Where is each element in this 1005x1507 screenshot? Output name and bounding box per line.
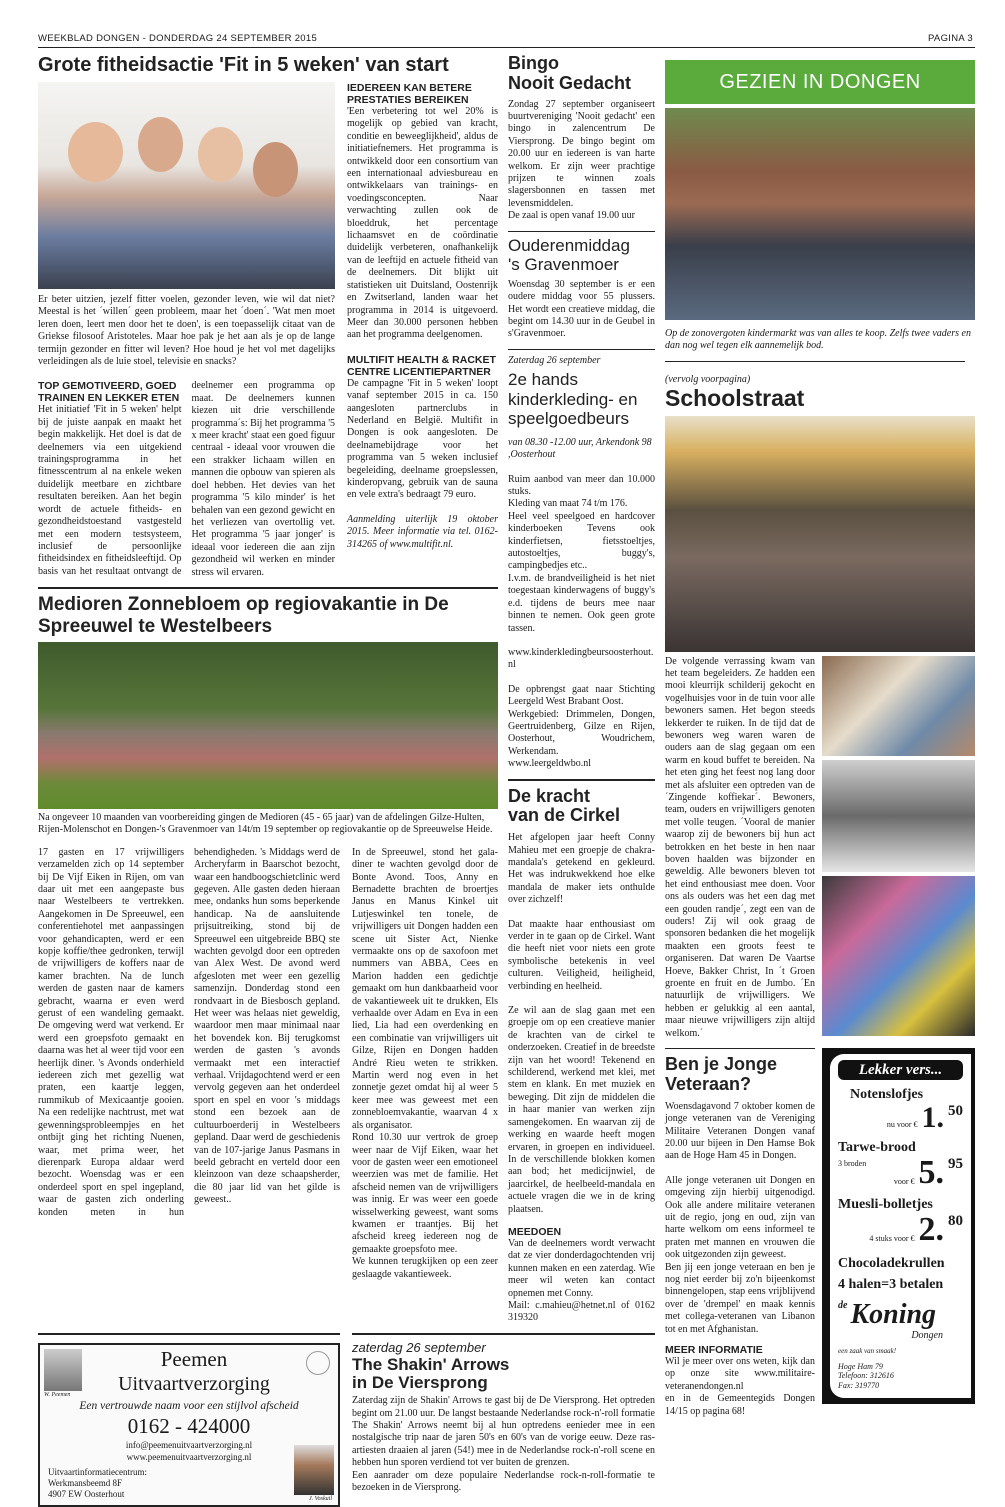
section-rule	[38, 1333, 340, 1335]
price-prefix: nu voor €	[886, 1119, 918, 1129]
medioren-body-2: In de Spreeuwel, stond het gala-diner te wachten gevolgd door de Bonte Avond. Toos, Anny en Bernadette brachten de broertjes Janus en Manus Kinkel uit Lutjeswinkel ten tonele, de vrijwilligers uit Dongen hadden een scene uit Sister Act, Nienke vermaakte ons op de saxofoon met nummers van ABBA, Cees en Marion hadden een gedichtje gemaakt om hun dankbaarheid voor de vakantieweek uit te drukken, Els verhaalde over Adam en Eva in een lied, Lia had een overdenking en een combinatie van vrijwilligers uit Gilze, Rijen en Dongen hadden André Rieu weten te strikken. Martin werd nog even in het zonnetje gezet omdat hij al weer 5 keer mee was geweest met een zonnebloemvakantie, waarvan 4 x als organisator.	[352, 846, 498, 1131]
peemen-subtitle: Uitvaartverzorging	[118, 1372, 270, 1395]
kindermarkt-caption: Op de zonovergoten kindermarkt was van alles te koop. Zelfs twee vaders en dan nog wel tegen elk aannemelijk bod.	[665, 328, 971, 352]
peemen-website[interactable]: www.peemenuitvaartverzorging.nl	[126, 1451, 252, 1462]
voskuil-portrait	[294, 1445, 334, 1495]
beurs-body-1: Ruim aanbod van meer dan 10.000 stuks.	[508, 473, 655, 498]
ad-heading: Lekker vers...	[838, 1060, 963, 1080]
veteraan-body-3: Ben jij een jonge veteraan en ben je nog niet eerder bij zo'n bijeenkomst binnengelopen, stap eens vrijblijvend over de 'drempel' en maak kennis met collega-veteranen van Libanon tot en met Afghanistan.	[665, 1261, 815, 1335]
beurs-body-4: I.v.m. de brandveiligheid is het niet toegestaan kinderwagens of buggy's e.d. tijdens de beurs mee naar binnen te nemen. Ook geen grote tassen.	[508, 572, 655, 634]
medioren-title: Medioren Zonnebloem op regiovakantie in De Spreeuwel te Westelbeers	[38, 593, 449, 637]
section-rule	[352, 1333, 655, 1335]
region-column-3	[508, 54, 655, 1325]
gezien-banner-text: GEZIEN IN DONGEN	[719, 71, 921, 93]
shakin-title: The Shakin' Arrows	[352, 1354, 510, 1374]
price-cents: 80	[948, 1212, 963, 1229]
fit-body-2: 'Een verbetering tot wel 20% is mogelijk op gebied van kracht, conditie en beweeglijkheid', aldus de initiatiefnemers. Het programma is ontwikkeld door een consortium van een internationaal adviesbureau en ontwikkelaars van trainings- en voedingsconcepten. Naar verwachting zullen ook de bloeddruk, het percentage lichaamsvet en de coördinatie duidelijk verbeteren, onafhankelijk van de leeftijd en actuele fitheid van de deelnemers. Dit blijkt uit statistieken uit Duitsland, Oostenrijk en Zwitserland, landen waar het programma in 2014 is uitgevoerd. Meer dan 30.000 personen hebben aan het programma deelgenomen.	[347, 106, 498, 341]
logo-town: Dongen	[911, 1329, 943, 1341]
left-content-area	[38, 54, 655, 1507]
fit-subhead-3: MULTIFIT HEALTH & RACKET CENTRE LICENTIEPARTNER	[347, 353, 496, 378]
cirkel-title: De kracht	[508, 785, 591, 806]
medioren-group-photo	[38, 642, 498, 809]
beurs-title: 2e hands kinderkleding- en speelgoedbeurs	[508, 370, 638, 429]
product-name: Muesli-bolletjes	[838, 1196, 933, 1212]
fit-intro: Er beter uitzien, jezelf fitter voelen, gezonder leven, wie wil dat niet? Meestal is het ´willen´ geen probleem, maar het ´doen´. 'Wat men moet leren doen, leert men door het te doen', is een toepasselijk citaat van de Griekse filosoof Aristoteles. Maar hoe pak je het aan als je op de lange termijn gezonder en fitter wil leven? Hoe houd je het vol met dagelijks verleidingen als de luie stoel, televisie en snacks?	[38, 294, 335, 368]
medioren-body: 17 gasten en 17 vrijwilligers verzamelden zich op 14 september bij De Vijf Eiken in Rijen, om van daar uit met een aangepaste bus naar Westelbeers te vertrekken. Aangekomen in De Spreeuwel, een conferentiehotel met aanpassingen voor gehandicapten, werd er een kopje koffie/thee gedronken, terwijl de vrijwilligers de koffers naar de kamer brachten. Na de lunch werden de gasten naar de kamers gebracht, waarna er even werd gerust of een wandeling gemaakt. De omgeving werd wat verkend. Er werd een groepsfoto gemaakt en daarna was het al weer tijd voor een heerlijk diner. 's Avonds onderhield iedereen zich met gezellig wat praten, een kaartje leggen, rummikub of Mexicaantje gooien. Na een redelijke nachtrust, met wat gewenningsprobleempjes en het ontbijt ging het richting Nuenen, waar, met prima weer, het dierenpark Europa aldaar werd bezocht. Woensdag was er een onderdeel sport en spel ingepland, waar de gasten zich onderling konden meten in hun behendigheden. 's Middags werd de Archeryfarm in Baarschot bezocht, waar een handboogschietclinic werd gegeven. Alle gasten deden hieraan mee, ondanks hun soms beperkende handicap. Na de aansluitende prijsuitreiking, stond bij de Spreeuwel een uitgebreide BBQ ste wachten gevolgd door een optreden van Alex West. De avond werd afgesloten met weer een gezellig samenzijn. Donderdag stond een rondvaart in de Biesbosch gepland. Het weer was helaas niet geweldig, waardoor men maar minimaal naar het bovendek kon. Bij terugkomst werden de gasten 's avonds vermaakt met een interactief verhaal. Vrijdagochtend werd er een vervolg gegeven aan het onderdeel sport en spel en voor 's middags stond een bezoek aan de cultuurboerderij in Westelbeers gepland. Daar werd de geschiedenis van de 107-jarige Janus Pasmans in beeld gebracht en verteld door een kleinzoon van deze schaapsherder, die 80 jaar lid van het gilde is geweest..	[38, 846, 340, 1218]
portrait-label: J. Voskuil	[309, 1495, 332, 1502]
price-main: 1.	[921, 1100, 944, 1134]
peemen-logo-icon	[306, 1351, 330, 1375]
school-body: De volgende verrassing kwam van het team begeleiders. Ze hadden een mooi kleurrijk schilderij gekocht en vogelhuisjes voor in de tuin voor alle bewoners samen. Het begon steeds lekkerder te ruiken. In de tijd dat de bewoners weg waren waren de ouders aan de slag gegaan om een warm en koud buffet te bereiden. Na het eten ging het feest nog lang door met als afsluiter een optreden van de ´Zingende koffiekar´. Bewoners, team, ouders en vrijwilligers genoten met volle teugen. ´Vooral de manier waarop zij de bewoners bij hun act betrokken en het beste in hen naar boven haalden was bijzonder en geweldig. Alle bewoners bleven tot het eind enthousiast mee doen. Voor ons als ouders was het een dag met een gouden randje´, zegt een van de ouders! Zij wil ook graag de sponsoren bedanken die het mogelijk maakten een groots feest te organiseren. Dat waren De Vaartse Hoeve, Bakker Christ, In ´t Groen groente en fruit en de Jumbo. ´En natuurlijk de vrijwilligers. We hebben er gelukkig al een aantal, maar nieuwe vrijwilligers zijn altijd welkom.´	[665, 655, 815, 1039]
section-rule	[665, 361, 965, 362]
kindermarkt-photo	[665, 108, 975, 320]
fit-columns	[38, 380, 335, 579]
ouderen-body: Woensdag 30 september is er een oudere middag voor 55 plussers. Het wordt een creatieve middag, die begint om 14.30 uur in de Geubel in s'Gravenmoer.	[508, 278, 655, 340]
header-rule	[38, 47, 975, 48]
fit-body-1: Het initiatief 'Fit in 5 weken' helpt bij de juiste aanpak en maakt het begin makkelijk. Het doel is dat de deelnemers via een uitgekiend trainingsprogramma in het fitnesscentrum al na enkele weken duidelijk meetbare en zichtbare resultaten bereiken. Aan het begin wordt de actuele fitheids- en gezondheidstoestand vastgesteld met een modern testsysteem, inclusief de persoonlijke fitheidsindex en fitheidsleeftijd. Op basis van het resultaat ontvangt de deelnemer een programma op maat. De deelnemers kunnen kiezen uit drie verschillende programma´s: Bij het programma '5 x meer kracht' staat een goed figuur centraal - ideaal voor vrouwen die een strakker lichaam willen en mannen die opbouw van spieren als doel hebben. Het devies van het programma '5 kilo minder' is het behalen van een gezond gewicht en het verliezen van overtollig vet. Het programma '5 jaar jonger' is ideaal voor iedereen die aan zijn gezondheid wil werken en minder stress wil ervaren.	[38, 380, 335, 578]
paper-masthead: WEEKBLAD DONGEN - DONDERDAG 24 SEPTEMBER 2015	[38, 33, 318, 44]
de-koning-advertisement[interactable]	[822, 1048, 975, 1405]
portrait-label: W. Peemen	[44, 1391, 71, 1398]
section-rule	[38, 587, 498, 589]
school-title: Schoolstraat	[665, 385, 805, 412]
product-name: Chocoladekrullen	[838, 1255, 945, 1271]
de-koning-logo: Koning	[850, 1298, 937, 1330]
cirkel-body-2: Dat maakte haar enthousiast om verder in te gaan op de Cirkel. Want die heeft niet voor niets een grote symbolische betekenis in veel culturen. Veiligheid, heiligheid, verbinding en heelheid.	[508, 918, 655, 992]
section-rule	[665, 1048, 815, 1049]
peemen-name: Peemen	[160, 1346, 228, 1371]
schoolstraat-party-photo	[665, 416, 975, 652]
veteraan-body-2: Alle jonge veteranen uit Dongen en omgeving zijn hierbij uitgenodigd. Ook alle andere militaire veteranen uit de regio, jong en oud, zijn van harte welkom om eens informeel te praten met mannen en vrouwen die ook uitgezonden zijn geweest.	[665, 1174, 815, 1261]
veteraan-body-5: en in de Gemeentegids Dongen 14/15 op pagina 68!	[665, 1393, 815, 1417]
bakker-address: Hoge Ham 79	[838, 1361, 883, 1371]
price-main: 2.	[918, 1210, 944, 1248]
beurs-body-6: De opbrengst gaat naar Stichting Leergeld West Brabant Oost.	[508, 683, 655, 708]
beurs-body-3: Heel veel speelgoed en hardcover kinderboeken Tevens ook kinderfietsen, fietsstoeltjes, autostoeltjes, buggy's, campingbedjes etc..	[508, 510, 655, 572]
peemen-address-3: 4907 EW Oosterhout	[48, 1488, 125, 1499]
fit-registration: Aanmelding uiterlijk 19 oktober 2015. Meer informatie via tel. 0162-314265 of www.multifit.nl.	[347, 513, 498, 550]
peemen-tagline: Een vertrouwde naam voor een stijlvol afscheid	[79, 1399, 299, 1412]
shakin-kicker: zaterdag 26 september	[352, 1339, 486, 1355]
dinner-photo	[822, 760, 975, 872]
price-prefix: 4 stuks voor €	[869, 1233, 915, 1243]
fit-title: Grote fitheidsactie 'Fit in 5 weken' van start	[38, 54, 449, 76]
price-cents: 50	[948, 1102, 963, 1119]
peemen-address-2: Werkmansbeemd 8F	[48, 1477, 123, 1488]
bakker-fax: Fax: 319770	[838, 1380, 880, 1390]
shakin-body: Zaterdag zijn de Shakin' Arrows te gast bij de De Viersprong. Het optreden begint om 21.00 uur. De langst bestaande Nederlandse rock-n'-roll formatie The Shakin' Arrows neemt bij al hun optredens eenieder mee in een nostalgische trip naar de jaren 50's en 60's van de vorige eeuw. Deze ras-artiesten draaien al jaren (54!) mee in de Nederlandse rock-n'-roll scene en hebben hun sporen verdiend tot ver buiten de grenzen.	[352, 1395, 655, 1469]
peemen-address-1: Uitvaartinformatiecentrum:	[48, 1466, 147, 1477]
fitness-group-photo	[38, 82, 335, 289]
ouderen-title-2: 's Gravenmoer	[508, 255, 619, 275]
page-number: PAGINA 3	[928, 33, 973, 44]
cirkel-body-1: Het afgelopen jaar heeft Conny Mahieu met een groepje de chakra-mandala's getekend en gekleurd. Het was indrukwekkend hoe elke mandala de maker iets onthulde over zichzelf!	[508, 832, 655, 906]
cake-photo	[822, 656, 975, 756]
logo-de: de	[838, 1299, 848, 1311]
shakin-body-2: Een aanrader om deze populaire Nederlandse rock-n-roll-formatie te bezoeken in de Viersprong.	[352, 1469, 655, 1493]
bingo-title-2: Nooit Gedacht	[508, 72, 632, 93]
region-left-articles	[38, 54, 498, 1281]
cirkel-contact: Mail: c.mahieu@hetnet.nl of 0162 319320	[508, 1299, 655, 1324]
fit-body-3: De campagne 'Fit in 5 weken' loopt vanaf september 2015 in ca. 150 aangesloten partnerclubs in Nederland en België. Multifit in Dongen is ook aangesloten. De deelnamebijdrage voor het programma van 5 weken inclusief begeleiding, deelname groepslessen, kinderopvang, gebruik van de sauna en vele extra's bedraagt 79 euro.	[347, 377, 498, 501]
price-main: 5.	[918, 1153, 944, 1191]
beurs-time: van 08.30 -12.00 uur, Arkendonk 98 ,Oosterhout	[508, 436, 652, 461]
beurs-kicker: Zaterdag 26 september	[508, 354, 601, 366]
cirkel-body-3: Ze wil aan de slag gaan met een groepje om op een creatieve manier de krachten van de cirkel te onderzoeken. Creatief in de breedste zijn van het woord! Tekenend en schilderend, werkend met klei, met stem en klank. En met muziek en beweging. Dit zijn de middelen die in haar manier van werken zijn samengekomen. En waarvan zij de werking en waarde heeft mogen ervaren, in groepen en individueel. In de verschillende blokken komen aan bod; het medicijnwiel, de jaarcirkel, de heelbeeld-mandala en actuele vragen die we in de kring plaatsen.	[508, 1005, 655, 1215]
painting-photo	[822, 876, 975, 1036]
section-rule	[508, 349, 655, 350]
price-prefix: voor €	[893, 1176, 915, 1186]
shakin-title-2: in De Viersprong	[352, 1373, 488, 1393]
bakker-phone: Telefoon: 312616	[838, 1371, 894, 1381]
beurs-website[interactable]: www.kinderkledingbeursoosterhout.nl	[508, 646, 654, 671]
veteraan-title-2: Veteraan?	[665, 1073, 752, 1094]
bingo-body: Zondag 27 september organiseert buurtvereniging 'Nooit gedacht' een bingo in zalencentrum De Viersprong. De bingo begint om 20.00 uur en iedereen is van harte welkom. Er zijn weer prachtige prijzen te winnen zoals slagersbonnen en tassen met levensmiddelen.	[508, 98, 655, 209]
beurs-website-2[interactable]: www.leergeldwbo.nl	[508, 758, 592, 770]
veteraan-body-1: Woensdagavond 7 oktober komen de jonge veteranen van de Vereniging Militaire Veteranen Dongen vanaf 20.00 uur bijeen in Den Hamse Bok aan de Hoge Ham 45 in Dongen.	[665, 1100, 815, 1162]
school-kicker: (vervolg voorpagina)	[665, 373, 751, 385]
fit-subhead-1: TOP GEMOTIVEERD, GOED TRAINEN EN LEKKER ETEN	[38, 380, 180, 405]
beurs-body-7: Werkgebied: Drimmelen, Dongen, Geertruidenberg, Gilze en Rijen, Oosterhout, Woudrichem, Werkendam.	[508, 708, 655, 757]
fit-subhead-2: IEDEREEN KAN BETERE PRESTATIES BEREIKEN	[347, 82, 472, 106]
peemen-portrait	[44, 1349, 82, 1391]
veteraan-subhead: MEER INFORMATIE	[665, 1344, 763, 1357]
section-rule	[508, 231, 655, 232]
peemen-email[interactable]: info@peemenuitvaartverzorging.nl	[125, 1439, 253, 1450]
ouderen-title: Ouderenmiddag	[508, 235, 630, 255]
medioren-caption: Na ongeveer 10 maanden van voorbereiding gingen de Medioren (45 - 65 jaar) van de afdelingen Gilze-Hulten, Rijen-Molenschot en Dongen-'s Gravenmoer van 14t/m 19 september op regiovakantie op de Spreeuwelse Heide.	[38, 811, 493, 836]
cirkel-body-4: Van de deelnemers wordt verwacht dat ze vier donderdagochtenden vrij kunnen maken en een zaterdag. Wie meer wil weten kan contact opnemen met Conny.	[508, 1237, 655, 1299]
product-name: Notenslofjes	[850, 1086, 924, 1102]
veteraan-body-4: Wil je meer over ons weten, kijk dan op onze site www.militaire-veteranendongen.nl	[665, 1356, 815, 1392]
price-cents: 95	[948, 1155, 963, 1172]
peemen-advertisement[interactable]	[38, 1343, 340, 1507]
medioren-body-3: Rond 10.30 uur vertrok de groep weer naar de Vijf Eiken, waar het voor de gasten weer een emotioneel weerzien was met de familie. Het afscheid nemen van de vrijwilligers was innig. Er was weer een goede wisselwerking geweest, want soms kwamen er traantjes. Bij het afscheid kreeg iedereen nog de gemaakte groepsfoto mee.	[352, 1132, 498, 1255]
ad-slogan: een zaak van smaak!	[838, 1346, 897, 1355]
section-rule	[508, 779, 655, 781]
bingo-open-time: De zaal is open vanaf 19.00 uur	[508, 210, 635, 222]
cirkel-subhead: MEEDOEN	[508, 1225, 562, 1238]
peemen-phone: 0162 - 424000	[127, 1413, 251, 1438]
medioren-body-4: We kunnen terugkijken op een zeer geslaagde vakantieweek.	[352, 1256, 498, 1280]
product-deal: 4 halen=3 betalen	[838, 1276, 944, 1292]
cirkel-title-2: van de Cirkel	[508, 805, 621, 826]
product-name: Tarwe-brood	[838, 1139, 916, 1155]
region-right-column	[665, 60, 975, 1418]
beurs-body-2: Kleding van maat 74 t/m 176.	[508, 498, 628, 510]
bingo-title: Bingo	[508, 53, 559, 73]
product-quantity: 3 broden	[838, 1158, 867, 1168]
veteraan-title: Ben je Jonge	[665, 1054, 778, 1075]
gezien-banner	[665, 60, 975, 104]
